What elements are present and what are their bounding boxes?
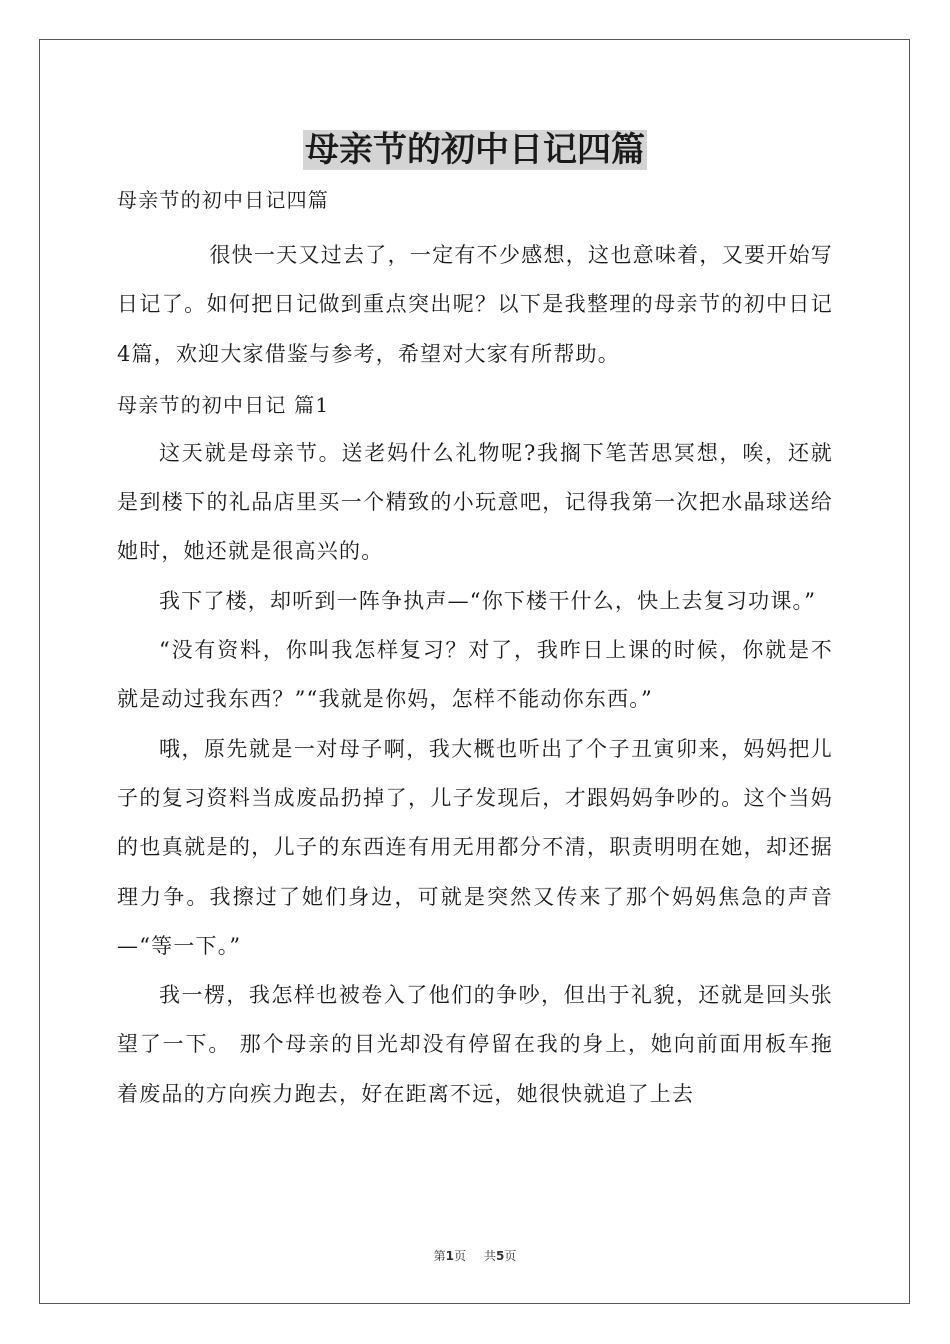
- page-suffix: 页: [453, 1249, 466, 1263]
- body-paragraph: 这天就是母亲节。送老妈什么礼物呢?我搁下笔苦思冥想，唉，还就是到楼下的礼品店里买一个精致的小玩意吧，记得我第一次把水晶球送给她时，她还就是很高兴的。: [117, 440, 833, 564]
- total-suffix: 页: [504, 1249, 517, 1263]
- body-paragraph: “没有资料，你叫我怎样复习？对了，我昨日上课的时候，你就是不就是动过我东西？”“我就是你妈，怎样不能动你东西。”: [117, 638, 833, 712]
- document-subtitle: 母亲节的初中日记四篇: [117, 188, 329, 212]
- document-title: [0, 128, 950, 172]
- intro-paragraph: 很快一天又过去了，一定有不少感想，这也意味着，又要开始写日记了。如何把日记做到重点突出呢？以下是我整理的母亲节的初中日记4篇，欢迎大家借鉴与参考，希望对大家有所帮助。: [117, 243, 833, 366]
- document-title-text: 母亲节的初中日记四篇: [305, 130, 645, 170]
- section-heading: 母亲节的初中日记 篇1: [117, 392, 330, 417]
- total-prefix: 共: [484, 1249, 497, 1263]
- body-paragraph: 哦，原先就是一对母子啊，我大概也听出了个子丑寅卯来，妈妈把儿子的复习资料当成废品扔掉了，儿子发现后，才跟妈妈争吵的。这个当妈的也真就是的，儿子的东西连有用无用都分不清，职责明明在她，却还据理力争。我擦过了她们身边，可就是突然又传来了那个妈妈焦急的声音—“等一下。”: [117, 736, 833, 958]
- document-body: [117, 180, 833, 1119]
- page-footer: [0, 1247, 950, 1264]
- page-number: 1: [445, 1249, 454, 1263]
- body-paragraph: 我下了楼，却听到一阵争执声—“你下楼干什么，快上去复习功课。”: [159, 588, 817, 613]
- body-paragraph: 我一楞，我怎样也被卷入了他们的争吵，但出于礼貌，还就是回头张望了一下。 那个母亲的目光却没有停留在我的身上，她向前面用板车拖着废品的方向疾力跑去，好在距离不远，她很快就追了上去: [117, 983, 833, 1106]
- total-pages: 5: [496, 1249, 505, 1263]
- page-prefix: 第: [433, 1249, 446, 1263]
